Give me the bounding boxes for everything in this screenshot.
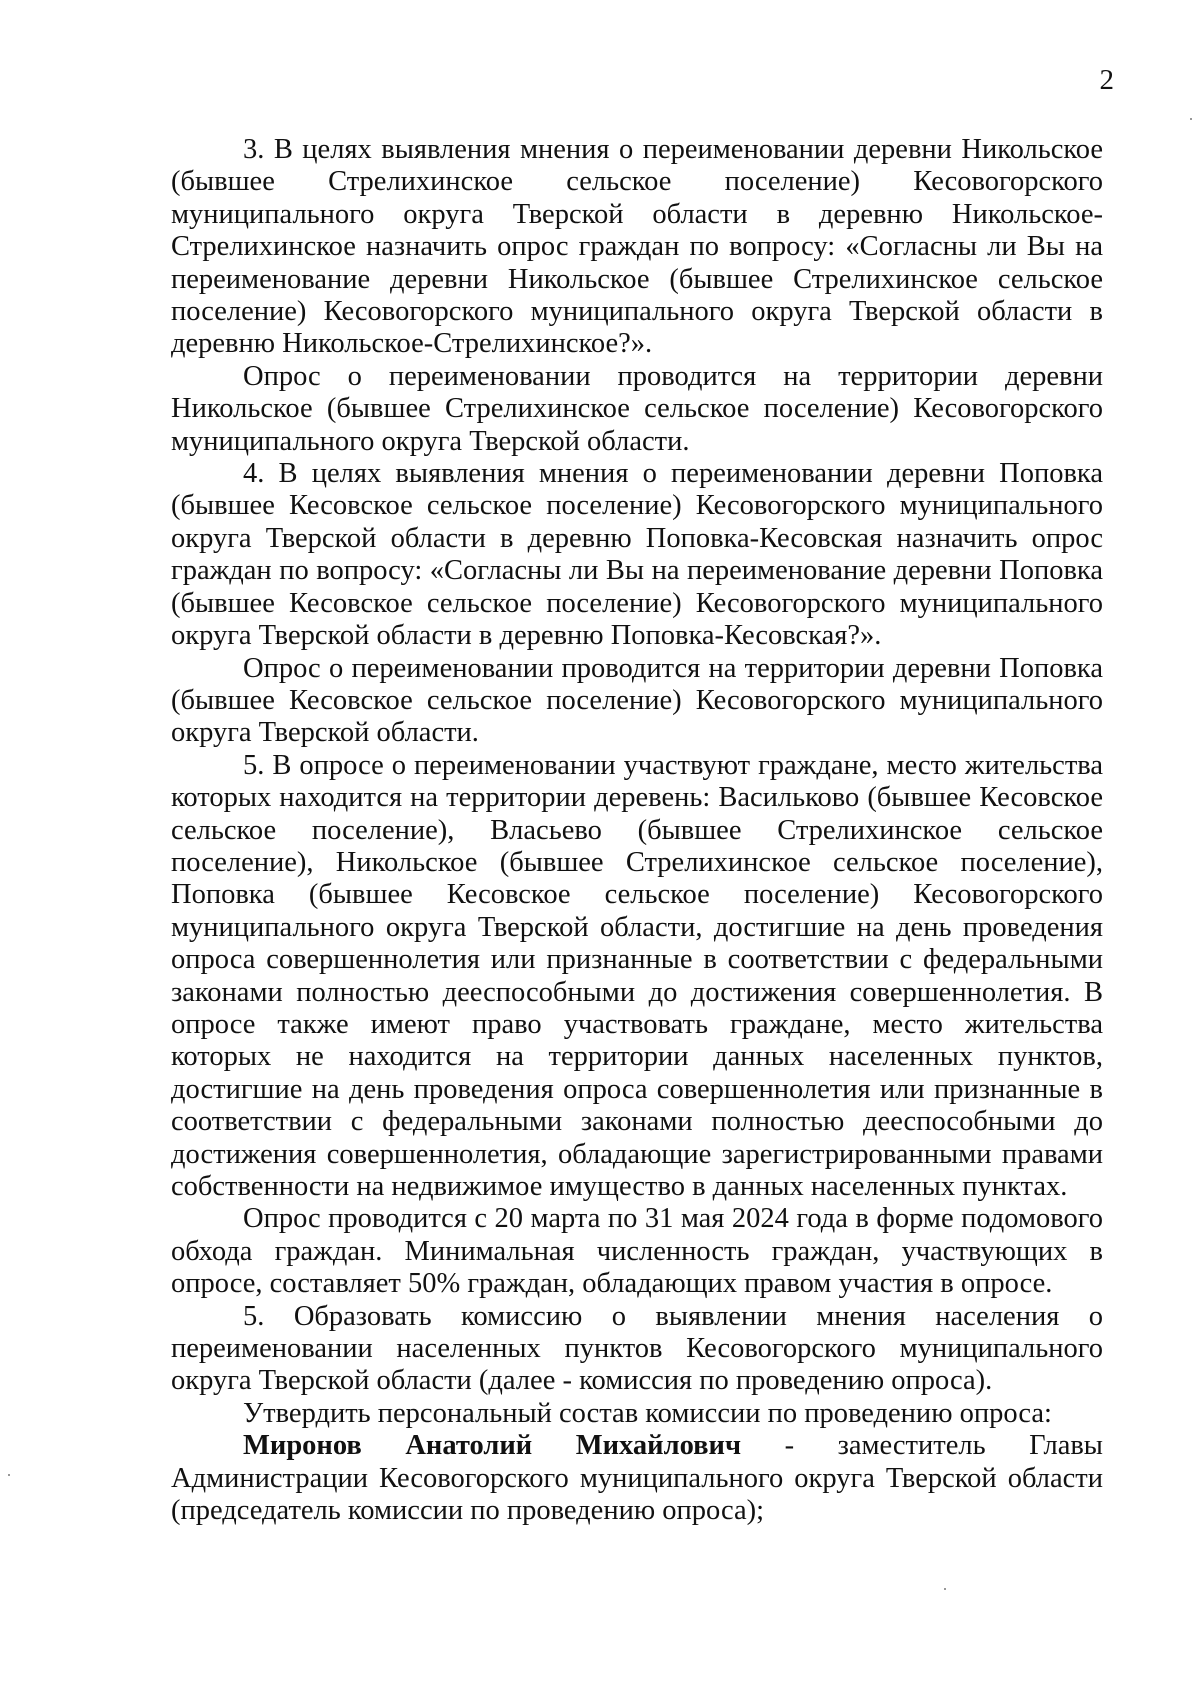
member-role-word-1: заместитель (837, 1430, 986, 1462)
paragraph-item5-participants: 5. В опросе о переименовании участвуют граждане, место жительства которых находится на территории деревень: Васильково (бывшее Кесовское сельское поселение), Власьево (бывшее Стрелихинское сельское поселение), Никольское (бывшее Стрелихинское сельское поселение), Поповка (бывшее Кесовское сельское поселение) Кесовогорского муниципального округа Тверской области, достигшие на день проведения опроса совершеннолетия или признанные в соответствии с федеральными законами полностью дееспособными до достижения совершеннолетия. В опросе также имеют право участвовать граждане, место жительства которых не находится на территории данных населенных пунктов, достигшие на день проведения опроса совершеннолетия или признанные в соответствии с федеральными законами полностью дееспособными до достижения совершеннолетия, обладающие зарегистрированными правами собственности на недвижимое имущество в данных населенных пунктах. (171, 749, 1103, 1202)
member-dash: - (784, 1430, 795, 1462)
document-body (171, 134, 1103, 1527)
paragraph-survey-period: Опрос проводится с 20 марта по 31 мая 2024 года в форме подомового обхода граждан. Минимальная численность граждан, участвующих в опросе, составляет 50% граждан, обладающих правом участия в опросе. (171, 1203, 1103, 1300)
paragraph-commission-composition: Утвердить персональный состав комиссии по проведению опроса: (243, 1397, 1052, 1429)
scan-speck (944, 1588, 946, 1590)
member-patronymic: Михайлович (575, 1430, 742, 1462)
commission-member-line (171, 1430, 1103, 1462)
scan-speck (1190, 118, 1192, 120)
paragraph-item4-popovka: 4. В целях выявления мнения о переименовании деревни Поповка (бывшее Кесовское сельское поселение) Кесовогорского муниципального округа Тверской области в деревню Поповка-Кесовская назначить опрос граждан по вопросу: «Согласны ли Вы на переименование деревни Поповка (бывшее Кесовское сельское поселение) Кесовогорского муниципального округа Тверской области в деревню Поповка-Кесовская?». (171, 458, 1103, 652)
member-role-description: Администрации Кесовогорского муниципального округа Тверской области (председатель комиссии по проведению опроса); (171, 1462, 1103, 1527)
member-first-name: Анатолий (405, 1430, 533, 1462)
scan-speck (8, 1474, 10, 1476)
paragraph-item5-commission: 5. Образовать комиссию о выявлении мнения населения о переименовании населенных пунктов Кесовогорского муниципального округа Тверской области (далее - комиссия по проведению опроса). (171, 1300, 1103, 1397)
member-surname: Миронов (243, 1430, 362, 1462)
paragraph-item3-nikolskoe: 3. В целях выявления мнения о переименовании деревни Никольское (бывшее Стрелихинское сельское поселение) Кесовогорского муниципального округа Тверской области в деревню Никольское-Стрелихинское назначить опрос граждан по вопросу: «Согласны ли Вы на переименование деревни Никольское (бывшее Стрелихинское сельское поселение) Кесовогорского муниципального округа Тверской области в деревню Никольское-Стрелихинское?». (171, 134, 1103, 360)
paragraph-survey-nikolskoe: Опрос о переименовании проводится на территории деревни Никольское (бывшее Стрелихинское сельское поселение) Кесовогорского муниципального округа Тверской области. (171, 360, 1103, 457)
page-number: 2 (1099, 64, 1114, 96)
member-role-word-2: Главы (1029, 1430, 1103, 1462)
paragraph-survey-popovka: Опрос о переименовании проводится на территории деревни Поповка (бывшее Кесовское сельское поселение) Кесовогорского муниципального округа Тверской области. (171, 652, 1103, 749)
